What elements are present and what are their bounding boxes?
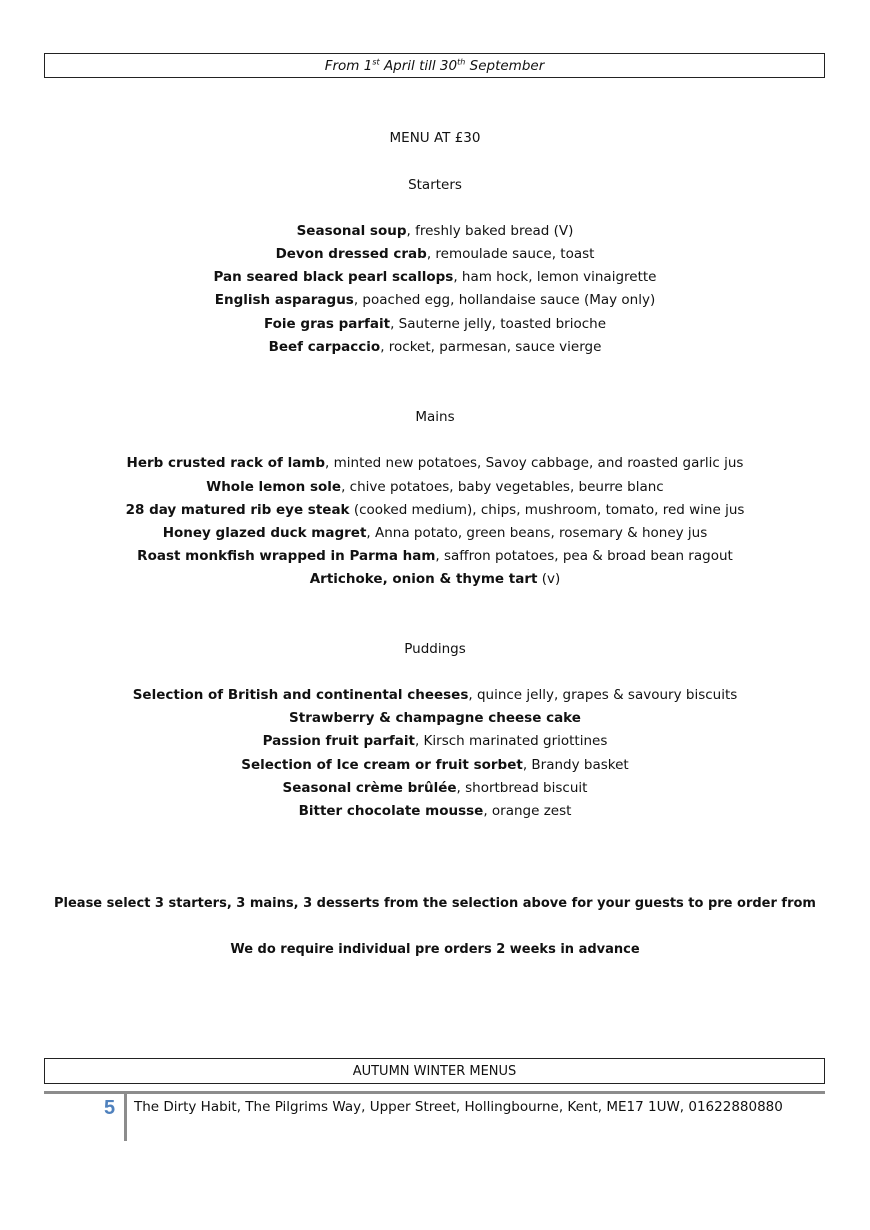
date-range-banner [44,53,825,78]
date-range-post: September [465,58,545,74]
dish-name: Roast monkfish wrapped in Parma ham [137,548,436,564]
date-range-mid: April till 30 [379,58,458,74]
starter-item [0,339,870,355]
menu-title: MENU AT £30 [389,130,481,146]
dish-name: Bitter chocolate mousse [298,803,484,819]
dish-name: 28 day matured rib eye steak [125,502,350,518]
pudding-item [0,687,870,703]
dish-name: Honey glazed duck magret [162,525,367,541]
dish-name: Pan seared black pearl scallops [213,269,454,285]
dish-name: Beef carpaccio [268,339,381,355]
dish-desc: , chive potatoes, baby vegetables, beurre blanc [341,479,664,495]
dish-desc: , quince jelly, grapes & savoury biscuits [468,687,738,703]
pudding-item [0,803,870,819]
date-range-pre: From 1 [324,58,373,74]
pudding-item [0,757,870,773]
dish-desc: , freshly baked bread (V) [406,223,574,239]
dish-desc: , Anna potato, green beans, rosemary & honey jus [366,525,708,541]
dish-name: Seasonal crème brûlée [282,780,457,796]
footer-vertical-divider [124,1094,127,1141]
starter-item [0,316,870,332]
dish-name: Passion fruit parfait [262,733,415,749]
date-suffix-th: th [457,57,466,67]
preorder-note: We do require individual pre orders 2 weeks in advance [230,942,640,957]
dish-name: Strawberry & champagne cheese cake [289,710,581,726]
dish-desc: , Kirsch marinated griottines [414,733,608,749]
main-item [0,502,870,518]
dish-name: Selection of British and continental cheeses [132,687,469,703]
main-item [0,548,870,564]
starter-item [0,269,870,285]
dish-name: Herb crusted rack of lamb [126,455,326,471]
pudding-item [0,710,870,726]
footer-address: The Dirty Habit, The Pilgrims Way, Upper Street, Hollingbourne, Kent, ME17 1UW, 01622880880 [134,1099,783,1115]
dish-desc: , rocket, parmesan, sauce vierge [380,339,602,355]
dish-name: Foie gras parfait [263,316,391,332]
footer-divider [44,1091,825,1094]
main-item [0,455,870,471]
dish-desc: , ham hock, lemon vinaigrette [453,269,657,285]
footer-menu-label: AUTUMN WINTER MENUS [44,1058,825,1084]
dish-name: Devon dressed crab [275,246,427,262]
dish-desc: , Brandy basket [522,757,629,773]
main-item [0,571,870,587]
dish-desc: , minted new potatoes, Savoy cabbage, and roasted garlic jus [325,455,744,471]
selection-note: Please select 3 starters, 3 mains, 3 desserts from the selection above for your guests to pre order from [54,896,816,911]
dish-name: Seasonal soup [296,223,407,239]
dish-name: English asparagus [214,292,354,308]
starters-heading: Starters [408,177,462,193]
starter-item [0,292,870,308]
starter-item [0,223,870,239]
dish-desc: (cooked medium), chips, mushroom, tomato, red wine jus [349,502,745,518]
dish-desc: , Sauterne jelly, toasted brioche [390,316,607,332]
starter-item [0,246,870,262]
page-number: 5 [104,1097,116,1119]
dish-name: Artichoke, onion & thyme tart [309,571,538,587]
dish-desc: , poached egg, hollandaise sauce (May only) [353,292,656,308]
dish-name: Whole lemon sole [206,479,342,495]
puddings-heading: Puddings [404,641,466,657]
pudding-item [0,780,870,796]
dish-desc: , saffron potatoes, pea & broad bean ragout [435,548,733,564]
dish-desc: , orange zest [483,803,572,819]
date-suffix-st: st [372,57,380,67]
dish-desc: (v) [537,571,561,587]
main-item [0,479,870,495]
pudding-item [0,733,870,749]
mains-heading: Mains [415,409,455,425]
dish-desc: , shortbread biscuit [456,780,588,796]
dish-name: Selection of Ice cream or fruit sorbet [241,757,523,773]
main-item [0,525,870,541]
dish-desc: , remoulade sauce, toast [426,246,595,262]
